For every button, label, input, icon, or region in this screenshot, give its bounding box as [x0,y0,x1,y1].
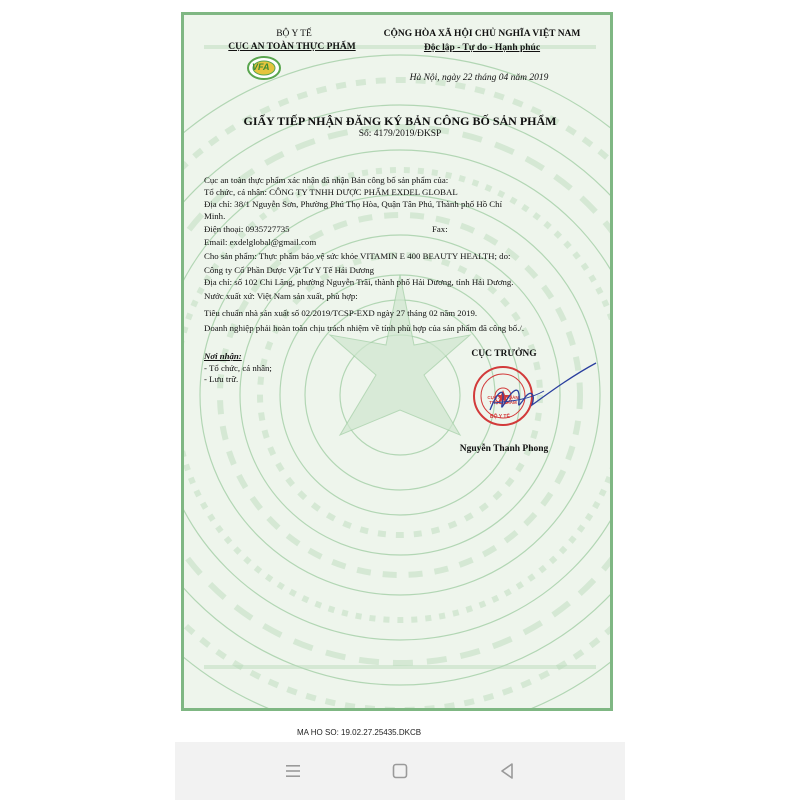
motto-label: Độc lập - Tự do - Hạnh phúc [423,43,541,53]
department-label: CỤC AN TOÀN THỰC PHẨM [228,42,356,52]
doc-line-3: Địa chỉ: 38/1 Nguyễn Sơn, Phường Phú Thọ Hòa, Quận Tân Phú, Thành phố Hồ Chí [204,199,503,209]
stamp-footer: BỘ Y TẾ [490,414,510,420]
doc-line-5: Điện thoại: 0935727735 [204,224,290,234]
ministry-label: BỘ Y TẾ [276,29,312,39]
home-icon[interactable] [389,760,411,782]
doc-line-12: Doanh nghiệp phải hoàn toàn chịu trách nhiệm về tính phù hợp của sản phẩm đã công bố./. [204,323,525,333]
doc-line-4: Minh. [204,211,226,221]
doc-line-10: Nước xuất xứ: Việt Nam sản xuất, phù hợp: [204,291,358,301]
recipient-item-2: - Lưu trữ. [204,374,239,384]
menu-icon[interactable] [282,760,304,782]
signer-name: Nguyễn Thanh Phong [459,444,549,454]
record-code: MA HO SO: 19.02.27.25435.DKCB [297,728,422,737]
doc-line-2: Tổ chức, cá nhân: CÔNG TY TNHH DƯỢC PHẨM EXDEL GLOBAL [204,187,458,197]
document-number: Số: 4179/2019/ĐKSP [358,129,442,139]
document-title: GIẤY TIẾP NHẬN ĐĂNG KÝ BẢN CÔNG BỐ SẢN PHẨM [243,114,557,128]
place-date: Hà Nội, ngày 22 tháng 04 năm 2019 [409,73,549,83]
fax-label: Fax: [432,224,448,234]
back-icon[interactable] [496,760,518,782]
recipients-heading: Nơi nhận: [204,351,242,361]
logo-text: VFA [252,62,270,72]
country-label: CỘNG HÒA XÃ HỘI CHỦ NGHĨA VIỆT NAM [383,29,581,39]
stamp-text: CỤC AN TOÀN THỰC PHẨM [487,395,519,405]
document-image [181,12,613,711]
doc-line-11: Tiêu chuẩn nhà sản xuất số 02/2019/TCSP-EXD ngày 27 tháng 02 năm 2019. [204,308,478,318]
recipient-item-1: - Tổ chức, cá nhân; [204,363,272,373]
doc-line-6: Email: exdelglobal@gmail.com [204,237,317,247]
android-nav-bar [175,742,625,800]
vfa-logo [246,55,282,81]
doc-line-8: Công ty Cổ Phần Dược Vật Tư Y Tế Hải Dương [204,265,375,275]
document-text [184,15,610,708]
doc-line-9: Địa chỉ: số 102 Chi Lăng, phường Nguyễn Trãi, thành phố Hải Dương, tỉnh Hải Dương. [204,277,514,287]
signature-title: CỤC TRƯỞNG [471,349,537,359]
handwritten-signature [484,355,604,425]
doc-line-1: Cục an toàn thực phẩm xác nhận đã nhận Bản công bố sản phẩm của: [204,175,449,185]
doc-line-7: Cho sản phẩm: Thực phẩm bảo vệ sức khỏe VITAMIN E 400 BEAUTY HEALTH; do: [204,251,511,261]
